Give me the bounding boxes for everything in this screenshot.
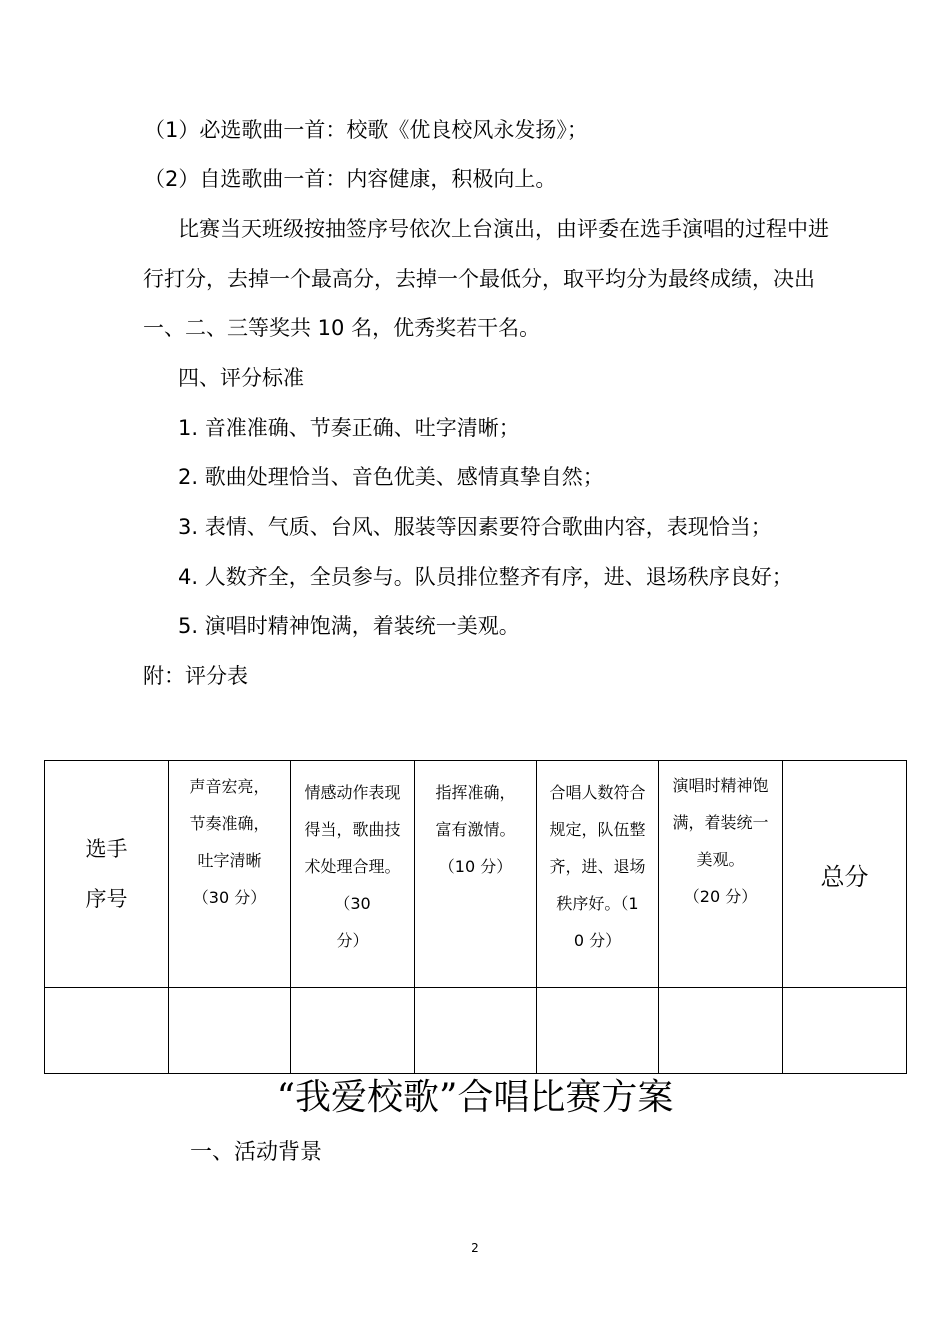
table-cell[interactable] bbox=[291, 988, 415, 1074]
table-cell[interactable] bbox=[45, 988, 169, 1074]
table-cell[interactable] bbox=[169, 988, 291, 1074]
criterion-1: 1. 音准准确、节奏正确、吐字清晰； bbox=[178, 416, 520, 440]
header-cell-participation: 合唱人数符合 规定，队伍整 齐，进、退场 秩序好。（1 0 分） bbox=[537, 761, 659, 988]
page-number: 2 bbox=[471, 1241, 479, 1255]
header-cell-contestant-number: 选手 序号 bbox=[45, 761, 169, 988]
table-cell[interactable] bbox=[659, 988, 783, 1074]
table-cell[interactable] bbox=[783, 988, 907, 1074]
section-heading: 一、活动背景 bbox=[190, 1140, 323, 1165]
header-cell-total: 总分 bbox=[783, 761, 907, 988]
criterion-4: 4. 人数齐全，全员参与。队员排位整齐有序，进、退场秩序良好； bbox=[178, 565, 793, 589]
header-cell-emotion: 情感动作表现 得当，歌曲技 术处理合理。 （30 分） bbox=[291, 761, 415, 988]
document-title: “我爱校歌”合唱比赛方案 bbox=[276, 1077, 674, 1118]
table-header-row bbox=[45, 761, 907, 988]
rules-paragraph-line-1: 比赛当天班级按抽签序号依次上台演出，由评委在选手演唱的过程中进 bbox=[178, 217, 829, 241]
table-cell[interactable] bbox=[537, 988, 659, 1074]
scoring-table bbox=[44, 760, 907, 1074]
scoring-heading: 四、评分标准 bbox=[178, 366, 304, 390]
table-row bbox=[45, 988, 907, 1074]
header-cell-conducting: 指挥准确， 富有激情。 （10 分） bbox=[415, 761, 537, 988]
header-cell-appearance: 演唱时精神饱 满，着装统一 美观。 （20 分） bbox=[659, 761, 783, 988]
table-cell[interactable] bbox=[415, 988, 537, 1074]
header-cell-voice: 声音宏亮， 节奏准确， 吐字清晰 （30 分） bbox=[169, 761, 291, 988]
song-optional-line: （2）自选歌曲一首：内容健康，积极向上。 bbox=[144, 167, 557, 191]
criterion-3: 3. 表情、气质、台风、服装等因素要符合歌曲内容，表现恰当； bbox=[178, 515, 772, 539]
appendix-label: 附：评分表 bbox=[143, 664, 248, 688]
rules-paragraph-line-2: 行打分，去掉一个最高分，去掉一个最低分，取平均分为最终成绩，决出 bbox=[143, 267, 815, 291]
criterion-5: 5. 演唱时精神饱满，着装统一美观。 bbox=[178, 614, 520, 638]
song-required-line: （1）必选歌曲一首：校歌《优良校风永发扬》； bbox=[144, 118, 588, 142]
criterion-2: 2. 歌曲处理恰当、音色优美、感情真挚自然； bbox=[178, 465, 604, 489]
rules-paragraph-line-3: 一、二、三等奖共 10 名，优秀奖若干名。 bbox=[143, 316, 541, 340]
